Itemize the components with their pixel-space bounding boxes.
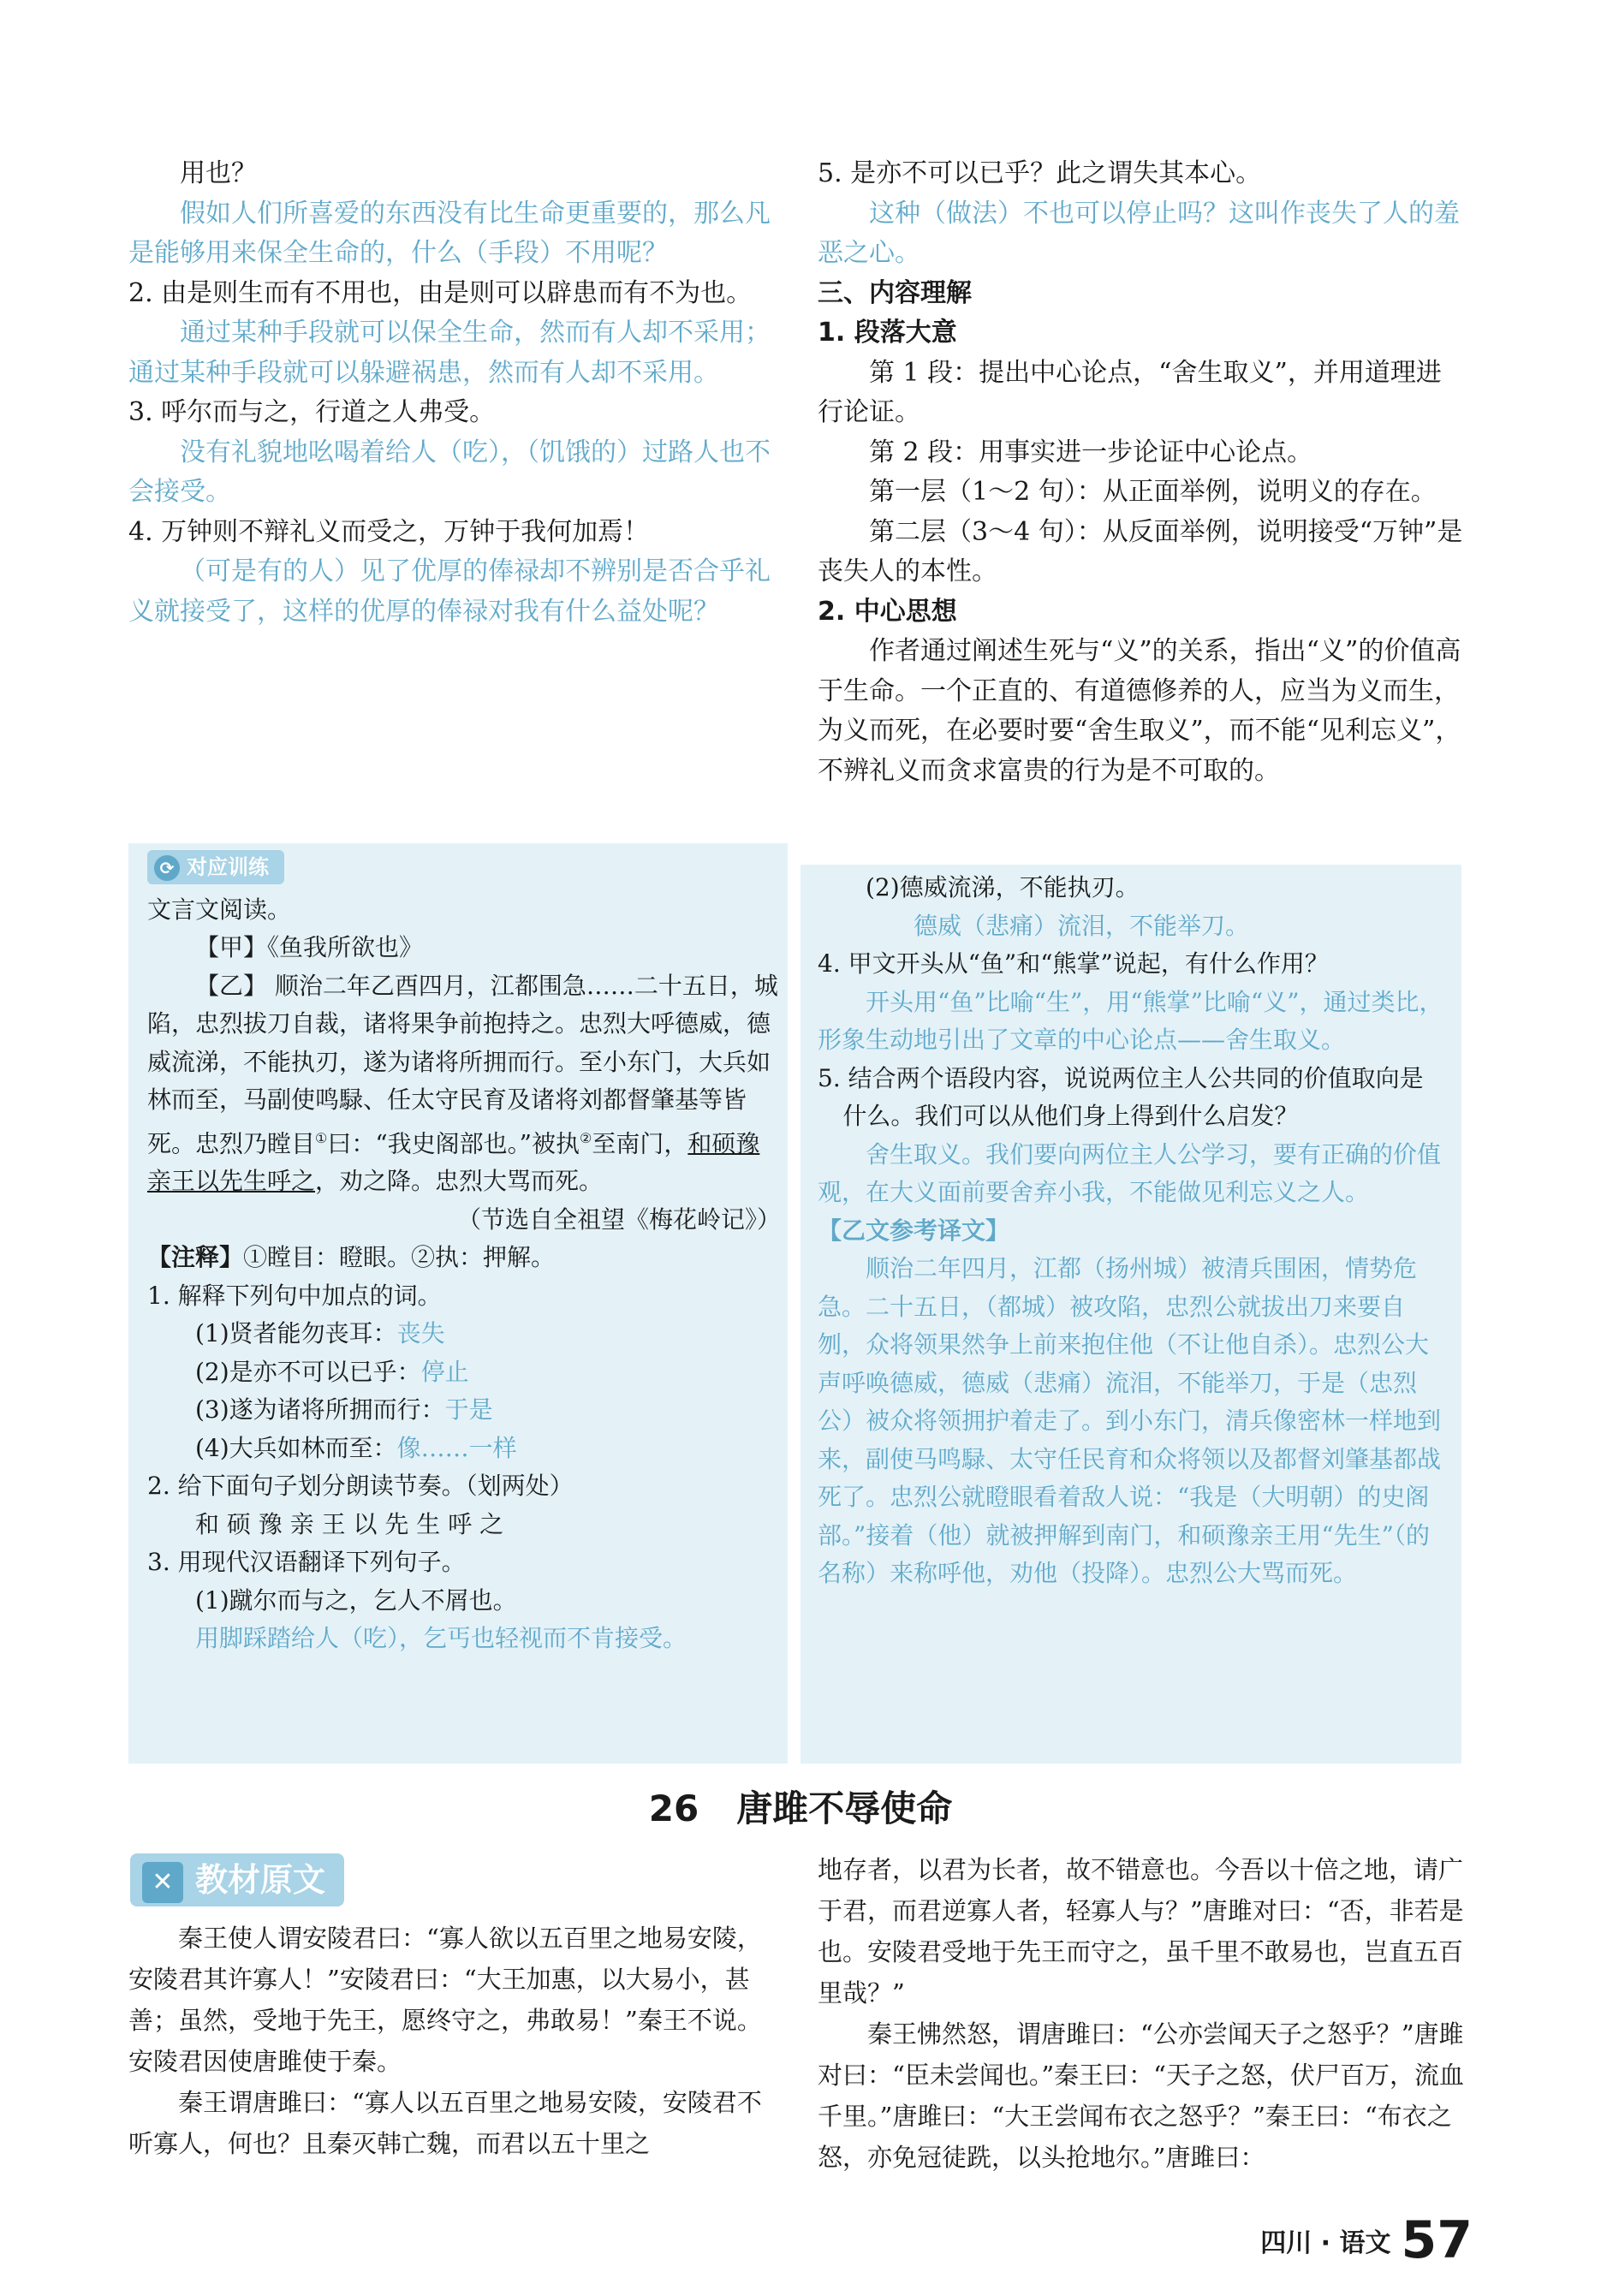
lesson-left-column [128, 1918, 779, 2164]
sub-question: (1)贤者能勿丧耳：丧失 [195, 1319, 445, 1348]
exercise-badge: ⟳ 对应训练 [147, 850, 284, 884]
paragraph: 秦王使人谓安陵君曰：“寡人欲以五百里之地易安陵，安陵君其许寡人！”安陵君曰：“大王加惠，以大易小，甚善；虽然，受地于先王，愿终守之，弗敢易！”秦王不说。安陵君因使唐雎使于秦。 [128, 1924, 762, 2076]
paragraph: 秦王怫然怒，谓唐雎曰：“公亦尝闻天子之怒乎？”唐雎对曰：“臣未尝闻也。”秦王曰：“天子之怒，伏尸百万，流血千里。”唐雎曰：“大王尝闻布衣之怒乎？”秦王曰：“布衣之怒，亦免冠徒跣，以头抢地尔。”唐雎曰： [818, 2019, 1464, 2172]
answer-text: 开头用“鱼”比喻“生”，用“熊掌”比喻“义”，通过类比，形象生动地引出了文章的中心论点——舍生取义。 [818, 987, 1443, 1054]
question-item: 5. 结合两个语段内容，说说两位主人公共同的价值取向是什么。我们可以从他们身上得到什么启发？ [818, 1063, 1424, 1130]
left-top-column [128, 154, 771, 632]
sub-question: (1)蹴尔而与之，乞人不屑也。 [195, 1585, 517, 1615]
translation-text: 顺治二年四月，江都（扬州城）被清兵围困，情势危急。二十五日，（都城）被攻陷，忠烈公就拔出刀来要自刎，众将领果然争上前来抱住他（不让他自杀）。忠烈公大声呼唤德威，德威（悲痛）流泪，不能举刀，于是（忠烈公）被众将领拥护着走了。到小东门，清兵像密林一样地到来，副使马鸣騄、太守任民育和众将领以及都督刘肇基都战死了。忠烈公就瞪眼看着敌人说：“我是（大明朝）的史阁部。”接着（他）就被押解到南门，和硕豫亲王用“先生”（的名称）来称呼他，劝他（投降）。忠烈公大骂而死。 [818, 1254, 1442, 1587]
rhythm-sentence: 和 硕 豫 亲 王 以 先 生 呼 之 [195, 1509, 504, 1538]
lesson-right-column [818, 1849, 1464, 2178]
answer-text: 没有礼貌地吆喝着给人（吃），（饥饿的）过路人也不会接受。 [128, 437, 771, 507]
exercise-right-column [818, 869, 1447, 1593]
textbook-badge: ✕ 教材原文 [130, 1853, 344, 1906]
paragraph: 第 2 段：用事实进一步论证中心论点。 [869, 437, 1313, 467]
paragraph: 地存者，以君为长者，故不错意也。今吾以十倍之地，请广于君，而君逆寡人者，轻寡人与？”唐雎对曰：“否，非若是也。安陵君受地于先王而守之，虽千里不敢易也，岂直五百里哉？” [818, 1855, 1464, 2008]
answer-text: 舍生取义。我们要向两位主人公学习，要有正确的价值观，在大义面前要舍弃小我，不能做见利忘义之人。 [818, 1139, 1442, 1206]
paragraph: 第一层（1～2 句）：从正面举例，说明义的存在。 [869, 477, 1437, 507]
section-heading: 三、内容理解 [818, 277, 972, 308]
answer-text: 用脚踩踏给人（吃），乞丐也轻视而不肯接受。 [195, 1624, 687, 1653]
text-line: 用也？ [180, 158, 257, 188]
refresh-icon: ⟳ [154, 855, 180, 881]
answer-text: 这种（做法）不也可以停止吗？这叫作丧失了人的羞恶之心。 [818, 198, 1460, 268]
answer-text: 假如人们所喜爱的东西没有比生命更重要的，那么凡是能够用来保全生命的，什么（手段）不用呢？ [128, 198, 771, 268]
right-top-column [818, 154, 1464, 791]
sub-question: (3)遂为诸将所拥而行：于是 [195, 1395, 493, 1425]
passage-source: （节选自全祖望《梅花岭记》） [456, 1205, 781, 1234]
passage-yi: 【乙】 顺治二年乙酉四月，江都围急……二十五日，城陷，忠烈拔刀自裁，诸将果争前抱持之。忠烈大呼德威，德威流涕，不能执刃，遂为诸将所拥而行。至小东门，大兵如林而至，马副使鸣騄、任太守民育及诸将刘都督肇基等皆死。忠烈乃瞠目①曰：“我史阁部也。”被执②至南门，和硕豫亲王以先生呼之，劝之降。忠烈大骂而死。 [147, 971, 778, 1196]
answer-text: （可是有的人）见了优厚的俸禄却不辨别是否合乎礼义就接受了，这样的优厚的俸禄对我有什么益处呢？ [128, 556, 771, 627]
exercise-left-column [147, 848, 781, 1658]
sub-question: (2)德威流涕，不能执刃。 [866, 873, 1140, 901]
paragraph: 作者通过阐述生死与“义”的关系，指出“义”的价值高于生命。一个正直的、有道德修养的人，应当为义而生，为义而死，在必要时要“舍生取义”，而不能“见利忘义”，不辨礼义而贪求富贵的行为是不可取的。 [818, 636, 1461, 786]
page-footer [1260, 2210, 1473, 2270]
question-item: 5. 是亦不可以已乎？此之谓失其本心。 [818, 158, 1262, 188]
underlined-sentence: 和硕豫亲王以先生呼之 [147, 1128, 760, 1196]
lesson-title [0, 1781, 1601, 1832]
paragraph: 秦王谓唐雎曰：“寡人以五百里之地易安陵，安陵君不听寡人，何也？且秦灭韩亡魏，而君以五十里之 [128, 2088, 762, 2158]
sub-heading: 2. 中心思想 [818, 596, 957, 627]
notes: 【注释】①瞠目：瞪眼。②执：押解。 [147, 1243, 556, 1272]
sub-heading: 1. 段落大意 [818, 318, 957, 348]
question-item: 4. 甲文开头从“鱼”和“熊掌”说起，有什么作用？ [818, 949, 1329, 978]
translation-tag: 【乙文参考译文】 [818, 1216, 1010, 1245]
sub-question: (2)是亦不可以已乎：停止 [195, 1357, 469, 1386]
passage-jia: 【甲】《鱼我所欲也》 [195, 933, 424, 961]
question-item: 4. 万钟则不辩礼义而受之，万钟于我何加焉！ [128, 516, 650, 547]
question-item: 1. 解释下列句中加点的词。 [147, 1281, 442, 1310]
arrows-icon: ✕ [142, 1862, 183, 1903]
exercise-intro: 文言文阅读。 [147, 895, 292, 924]
page-number: 57 [1401, 2210, 1473, 2270]
question-item: 2. 由是则生而有不用也，由是则可以辟患而有不为也。 [128, 277, 753, 308]
answer-text: 德威（悲痛）流泪，不能举刀。 [914, 911, 1250, 940]
paragraph: 第二层（3～4 句）：从反面举例，说明接受“万钟”是丧失人的本性。 [818, 516, 1463, 586]
lesson-name: 唐雎不辱使命 [736, 1787, 953, 1829]
question-item: 3. 呼尔而与之，行道之人弗受。 [128, 397, 496, 427]
answer-text: 通过某种手段就可以保全生命，然而有人却不采用；通过某种手段就可以躲避祸患，然而有人却不采用。 [128, 318, 771, 388]
lesson-number: 26 [648, 1787, 699, 1829]
question-item: 2. 给下面句子划分朗读节奏。（划两处） [147, 1472, 574, 1501]
footer-label: 四川 · 语文 [1260, 2228, 1391, 2258]
paragraph: 第 1 段：提出中心论点，“舍生取义”，并用道理进行论证。 [818, 357, 1442, 427]
sub-question: (4)大兵如林而至：像……一样 [195, 1433, 517, 1462]
question-item: 3. 用现代汉语翻译下列句子。 [147, 1548, 466, 1577]
